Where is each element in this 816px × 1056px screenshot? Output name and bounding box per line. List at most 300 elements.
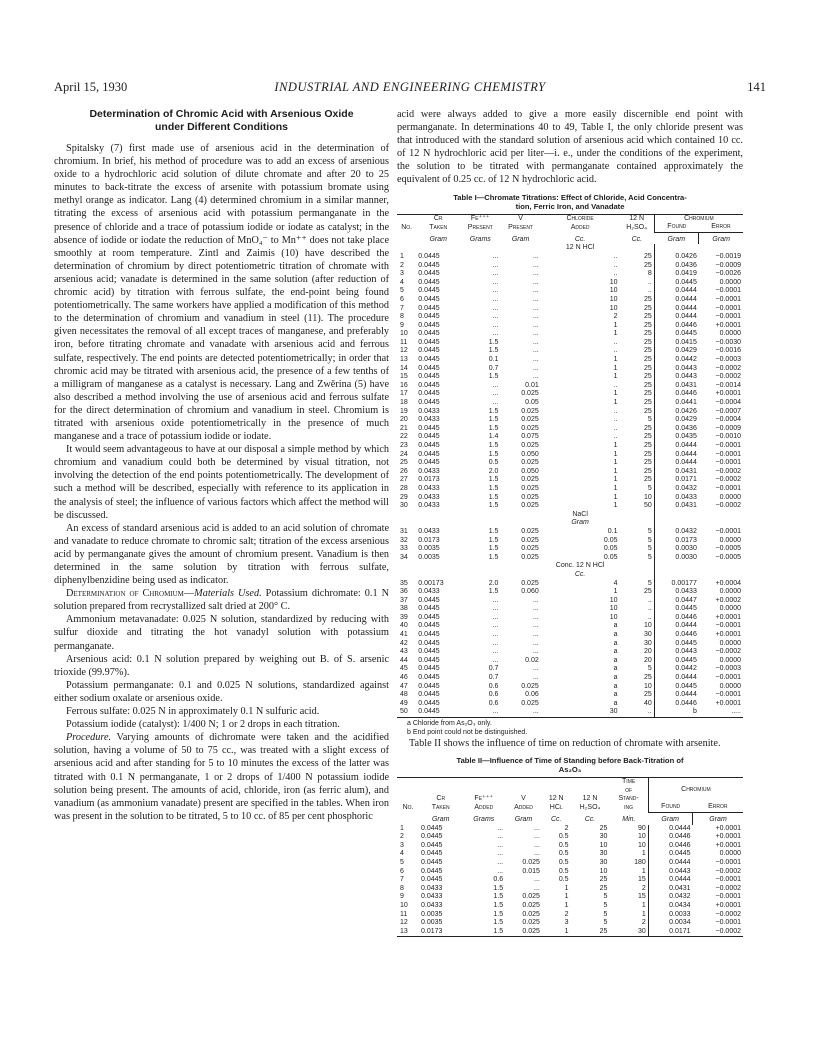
table1-cell: 0.05 (603, 545, 618, 553)
table1-cell: 0.0000 (719, 682, 741, 690)
table1-cell: 0.0000 (719, 639, 741, 647)
table1-cell: −0.0026 (715, 270, 741, 278)
table1-row (397, 485, 743, 494)
table1-header-acid: 12 N H₂SO₄ (619, 214, 654, 232)
table1-caption-line2: tion, Ferric Iron, and Vanadate (515, 201, 625, 211)
table1-section-label (541, 244, 620, 253)
table1-cell: 4 (613, 579, 618, 587)
table1-cell: −0.0001 (715, 459, 741, 467)
table1-cell: 1 (613, 321, 618, 329)
paragraph-history: Spitalsky (7) first made use of arsenious acid in the determination of chromium. In brief, his method of procedure was to add an excess of arsenious oxide to a hydrochloric acid solution of dilute chromate and after 20 to 25 minutes to back-titrate the excess of arsenite with potassium bromate using methyl orange as indicator. Lang (4) determined chromium in a similar manner, titrating the excess of arsenious acid with potassium permanganate in the presence of chloride and a trace of potassium iodide or iodate as catalyst; in the absence of iodide or iodate the reduction of MnO₄⁻ to Mn⁺⁺ does not take place smoothly at room temperature. Zintl and Zaimis (10) have described the determination of chromium by direct potentiometric titration of chromate with arsenious acid; vanadate is determined in the same solution (after reduction of chromic acid) by titration with ferrous sulfate, the end-point being found potentiometrically. The same workers have applied a modification of this method to the determination of chromium and vanadium in steel (11). The procedure given necessitates the removal of all except traces of manganese, and preferably iron, before titrating chromate and vanadate with arsenious acid and ferrous sulfate, respectively. The end points are detected potentiometrically; in order that chromic acid may be titrated with arsenious acid, the presence of a few tenths of a milligram of manganese as a catalyst is necessary. Lang and Zwěrina (5) have also described a method involving the use of arsenious acid and ferrous sulfate for the direct determination of chromium and vanadium in steel. Chromium is titrated with arsenious oxide potentiometrically in the presence of much manganese and a trace of potassium iodide or iodate. (54, 143, 389, 443)
table1-cell: 1 (613, 467, 618, 475)
table2-cell: 2 (564, 910, 569, 918)
issue-date: April 15, 1930 (54, 80, 128, 94)
table1-cell: −0.0004 (715, 399, 741, 407)
table1-section-name: 12 N HCl (565, 244, 595, 252)
table2-cell: 0.0446 (648, 842, 692, 851)
table1-row (397, 339, 743, 348)
table2-cell: 0.0446 (648, 833, 692, 842)
table1-header-cr: Cr Taken (416, 214, 460, 232)
table2-header-chromium: Chromium (648, 778, 743, 795)
table2-cell: 30 (599, 850, 608, 858)
table1-caption (397, 193, 743, 211)
table1-cell: 1.5 (488, 347, 499, 355)
table1-cell: 0.0426 (654, 408, 699, 417)
table1-cell: 10 (609, 278, 618, 286)
table2-cell: −0.0002 (715, 910, 741, 918)
table1-row (397, 399, 743, 408)
table2-cell: 0.0433 (421, 884, 443, 892)
table1-cell: 0.0445 (418, 424, 440, 432)
table1-cell: ... (492, 295, 499, 303)
table2-cell: 15 (638, 876, 646, 884)
table1-units-blank (397, 232, 416, 244)
table2-row (397, 893, 743, 902)
table1-cell: 0.0445 (418, 399, 440, 407)
table2-cell: 0.0444 (648, 825, 692, 834)
table1-cell: −0.0001 (715, 622, 741, 630)
table1-cell: 0.0173 (418, 476, 440, 484)
table1-cell: 0.0000 (719, 330, 741, 338)
table2-cell: 0.5 (558, 867, 569, 875)
table1-cell: 25 (643, 321, 652, 329)
table1-cell: 0.0431 (654, 502, 699, 511)
table1-cell: 0.025 (521, 442, 539, 449)
table1-cell: ... (532, 261, 539, 269)
table1-unit: Gram (511, 235, 530, 243)
table1-cell: 13 (400, 356, 408, 364)
table1-cell: ... (492, 304, 499, 312)
table1-cell: 5 (647, 545, 652, 553)
table1-cell: 25 (643, 476, 652, 484)
table1-cell: 0.0433 (654, 588, 699, 597)
table1-cell: 29 (400, 493, 408, 501)
table2-cell: 10 (638, 841, 646, 849)
table1-row (397, 279, 743, 288)
table2-cell: 1.5 (493, 884, 504, 892)
table1-row (397, 674, 743, 683)
table1-cell: 32 (400, 536, 408, 544)
table1-caption-line1: Table I—Chromate Titrations: Effect of Chloride, Acid Concentra- (453, 192, 687, 202)
table1-cell: ... (492, 648, 499, 656)
table1-cell: a (613, 682, 618, 690)
table2-cell: 3 (564, 919, 569, 927)
table1-header-fe: Fe⁺⁺⁺ Present (460, 214, 500, 232)
table1-section-blank (699, 244, 743, 253)
table2-cell: ... (497, 850, 504, 858)
table1-cell: 0.0000 (719, 493, 741, 501)
table1-cell: a (613, 656, 618, 664)
table1-cell: ... (532, 252, 539, 260)
table2-cell: −0.0001 (715, 893, 741, 901)
table1-cell: 0.050 (521, 450, 539, 458)
table1-cell: 0.0436 (654, 425, 699, 434)
table1-cell: 0.0444 (654, 442, 699, 451)
table2-caption (397, 756, 743, 774)
table1-section-blank (619, 562, 654, 579)
table2-cell: ... (534, 850, 540, 858)
table1-cell: 25 (643, 338, 652, 346)
table1-cell: 5 (647, 553, 652, 561)
table1-cell: 1.5 (488, 588, 499, 596)
table1-cell: +0.0002 (715, 596, 741, 604)
table1-cell: 0.0445 (418, 656, 440, 664)
table1-cell: 0.0445 (654, 657, 699, 666)
table1-cell: 25 (643, 373, 652, 381)
table1-cell: 22 (400, 433, 408, 441)
table1-cell: 0.0000 (719, 588, 741, 596)
table1-cell: 0.0432 (654, 485, 699, 494)
table1-row (397, 622, 743, 631)
table1-body (397, 232, 743, 717)
table2-cell: 0.0034 (648, 919, 692, 928)
table1-cell: 0.00177 (654, 580, 699, 589)
table2-cell: 10 (400, 901, 408, 909)
table1-cell: 2 (400, 261, 404, 269)
table1-row (397, 322, 743, 331)
section-heading: Determination of Chromium— (66, 588, 195, 600)
table2-unit: Gram (661, 815, 679, 823)
table1-cell: 21 (400, 424, 408, 432)
table1-cell: 20 (643, 648, 652, 656)
table1-cell: ... (492, 399, 499, 407)
table1-cell: 10 (609, 605, 618, 613)
table1-cell: 34 (400, 553, 408, 561)
table1-cell: 0.0446 (654, 614, 699, 623)
table1-cell: 0.0445 (418, 442, 440, 449)
table1-cell: 0.0433 (418, 493, 440, 501)
table1-cell: 0.0445 (418, 373, 440, 381)
table1-cell: 28 (400, 484, 408, 492)
table1-cell: 0.025 (521, 682, 539, 690)
table1-section-blank (460, 562, 500, 579)
table2-row (397, 842, 743, 851)
table1-row (397, 382, 743, 391)
table1-cell: 0.0444 (654, 674, 699, 683)
table1-cell: 1.5 (488, 442, 499, 449)
table2-cell: ... (497, 841, 504, 849)
table1-cell: 0.0433 (418, 467, 440, 475)
table1-cell: 5 (647, 536, 652, 544)
table1-cell: 0.0445 (418, 381, 440, 389)
table2-header-hcl: 12 N HCl (542, 778, 571, 813)
table1-cell: ... (532, 639, 539, 647)
table1-row (397, 605, 743, 614)
table1-cell: −0.0003 (715, 665, 741, 673)
table1-cell: 25 (643, 347, 652, 355)
table1-cell: 0.025 (521, 484, 539, 492)
table1-cell: .. (647, 596, 652, 604)
table2-cell: 5 (603, 919, 608, 927)
table1-cell: ... (532, 356, 539, 364)
table1-cell: −0.0005 (715, 545, 741, 553)
table2-cell: ... (497, 858, 504, 866)
table1-cell: 0.0444 (654, 622, 699, 631)
table1-cell: −0.0001 (715, 527, 741, 535)
table1-cell: 0.025 (521, 416, 539, 424)
table1-unit: Cc. (631, 235, 643, 243)
table2-cell: +0.0001 (715, 841, 741, 849)
table1-cell: ... (492, 656, 499, 664)
table1-cell: 0.0445 (418, 287, 440, 295)
table1-cell: 1 (613, 450, 618, 458)
table1-cell: −0.0016 (715, 347, 741, 355)
table1-cell: .. (613, 261, 618, 269)
table1-cell: 0.0433 (418, 502, 440, 510)
table1-cell: 1.5 (488, 493, 499, 501)
paragraph-ferrous-sulfate: Ferrous sulfate: 0.025 N in approximately 0.1 N sulfuric acid. (66, 706, 320, 718)
table2-cell: ... (534, 833, 540, 841)
table2-cell: ... (534, 876, 540, 884)
table1-row (397, 253, 743, 262)
table1-section-row (397, 511, 743, 528)
table1-cell: +0.0004 (715, 579, 741, 587)
procedure-heading: Procedure. (66, 732, 112, 744)
table1-row (397, 313, 743, 322)
table2-cell: 6 (400, 867, 404, 875)
table1-row (397, 691, 743, 700)
table1-cell: ... (532, 338, 539, 346)
table1-cell: 0.0445 (418, 605, 440, 613)
table1-cell: 30 (541, 708, 620, 717)
table1-cell: 0.0443 (654, 373, 699, 382)
table1-row (397, 528, 743, 537)
table1-cell: 30 (643, 639, 652, 647)
table1-cell: a (613, 622, 618, 630)
table1-cell: 1 (613, 364, 618, 372)
table2-unit: Min. (622, 815, 636, 823)
table1-cell: 0.0445 (418, 313, 440, 321)
table1-cell: 0.0447 (654, 597, 699, 606)
table1-cell: +0.0001 (715, 631, 741, 639)
table1-cell: 25 (643, 691, 652, 699)
table2-cell: −0.0001 (715, 919, 741, 927)
table1-cell: 2.0 (488, 579, 499, 587)
table1-cell: 3 (400, 270, 404, 278)
table1-cell: 1.5 (488, 536, 499, 544)
table2-row (397, 825, 743, 834)
table1-row (397, 287, 743, 296)
paragraph-iodide: Potassium iodide (catalyst): 1/400 N; 1 or 2 drops in each titration. (66, 719, 340, 731)
table2-cell: 0.5 (558, 833, 569, 841)
table2-cell: −0.0002 (715, 884, 741, 892)
table1-row (397, 451, 743, 460)
table1-cell: 10 (643, 622, 652, 630)
table1-cell: a (613, 648, 618, 656)
table1-cell: ... (492, 252, 499, 260)
table2-cell: −0.0001 (715, 876, 741, 884)
table1-cell: −0.0001 (715, 691, 741, 699)
table1-cell: 0.0445 (418, 278, 440, 286)
table2-unit: Gram (431, 815, 450, 823)
table1-unit: Gram (699, 232, 743, 244)
table1-row (397, 468, 743, 477)
subsection-heading: Materials Used. (194, 588, 262, 600)
table1-cell: a (613, 674, 618, 682)
table1-row (397, 640, 743, 649)
table2-cell: 1.5 (493, 893, 504, 901)
table1-row (397, 648, 743, 657)
table2-cell: 0.5 (558, 841, 569, 849)
table2-units-blank (397, 812, 419, 824)
table1-cell: 10 (643, 493, 652, 501)
table2-cell: 0.025 (505, 928, 542, 937)
table2-cell: 10 (638, 833, 646, 841)
table2-cell: −0.0002 (693, 928, 743, 937)
table1-header-found: Found (654, 223, 699, 232)
table1-cell: 10 (609, 613, 618, 621)
table1-cell: 50 (643, 502, 652, 510)
table1-cell: 30 (643, 631, 652, 639)
table1-cell: 1.5 (488, 527, 499, 535)
table1-cell: +0.0001 (715, 613, 741, 621)
table2-unit: Grams (473, 815, 495, 823)
table1-section-blank (654, 511, 699, 528)
table1-cell: 0.0419 (654, 270, 699, 279)
table1-row (397, 296, 743, 305)
table1-cell: 0.0446 (654, 390, 699, 399)
table2-row (397, 928, 743, 937)
table2-cell: 0.0444 (648, 859, 692, 868)
table1-cell: 1 (613, 588, 618, 596)
table1-cell: 0.0445 (418, 682, 440, 690)
table2-cell: 25 (599, 876, 608, 884)
table1-cell: 25 (643, 304, 652, 312)
table1-cell: 25 (643, 450, 652, 458)
table2-cell: 5 (603, 901, 608, 909)
table1-cell: 41 (400, 631, 408, 639)
table2-unit: Cc. (550, 815, 562, 823)
table2-cell: 0.0444 (648, 876, 692, 885)
table2-cell: 0.0433 (421, 901, 443, 909)
table1-cell: 0.7 (488, 674, 499, 682)
table1-cell: 1 (400, 252, 404, 260)
table1-cell: 0.05 (525, 399, 539, 407)
table2-cell: 180 (634, 858, 646, 866)
paragraph-metavanadate: Ammonium metavanadate: 0.025 N solution, standardized by reducing with sulfur dioxide and titrating the hot vanadyl solution with potassium permanganate. (54, 614, 389, 652)
table1-cell: 0.025 (521, 407, 539, 415)
table1-cell: −0.0019 (715, 252, 741, 260)
table1-cell: .. (647, 278, 652, 286)
table2-cell: 5 (603, 893, 608, 901)
table1-cell: 25 (643, 433, 652, 441)
table1-cell: 25 (643, 399, 652, 407)
table1-cell: 0.0000 (719, 605, 741, 613)
table1-cell: −0.0010 (715, 433, 741, 441)
table1-row (397, 554, 743, 563)
table2-cell: 0.0035 (421, 919, 443, 927)
table1-section-blank (397, 244, 416, 253)
table1-cell: ... (532, 321, 539, 329)
table1-cell: 49 (400, 699, 408, 707)
table1-cell: 0.025 (521, 493, 539, 501)
table2-cell: 1.5 (493, 901, 504, 909)
table2-cell: 90 (638, 824, 646, 832)
paragraph-arsenious-acid: Arsenious acid: 0.1 N solution prepared by weighing out B. of S. arsenic trioxide (99.97%). (54, 653, 389, 678)
table1-cell: .. (613, 252, 618, 260)
table2-cell: 0.0445 (421, 867, 443, 875)
table1-cell: ... (492, 261, 499, 269)
table2-cell: 0.0033 (648, 911, 692, 920)
paragraph-permanganate: Potassium permanganate: 0.1 and 0.025 N solutions, standardized against either sodium oxalate or arsenious oxide. (54, 679, 389, 704)
table2-cell: 1.5 (493, 919, 504, 927)
table1-cell: 25 (643, 330, 652, 338)
table1-cell: 1.5 (488, 476, 499, 484)
table1-section-blank (416, 562, 460, 579)
table2-cell: 0.5 (558, 876, 569, 884)
table1-cell: 0.0426 (654, 253, 699, 262)
table1-cell: ... (492, 270, 499, 278)
table2-row (397, 911, 743, 920)
table1-unit: Gram (667, 235, 686, 243)
table1-cell: 0.0173 (418, 536, 440, 544)
table2-row (397, 850, 743, 859)
table1-cell: 0.0445 (654, 605, 699, 614)
table1-header-no: No. (397, 214, 416, 232)
table1-cell: .. (619, 708, 654, 717)
table1-cell: 25 (643, 261, 652, 269)
table1-cell: ... (532, 304, 539, 312)
table1-cell: 30 (400, 502, 408, 510)
table1-cell: 0.0445 (418, 459, 440, 467)
table1-cell: 0.0445 (418, 252, 440, 260)
table2-cell: 0.0434 (648, 902, 692, 911)
table2 (397, 777, 743, 937)
table1-cell: 0.0445 (418, 433, 440, 441)
paragraph-procedure (54, 731, 389, 823)
table1-cell: ... (492, 639, 499, 647)
table1-cell: 38 (400, 605, 408, 613)
table1-cell: 46 (400, 674, 408, 682)
table1-row (397, 537, 743, 546)
table1-cell: ... (532, 287, 539, 295)
table1-cell: −0.0001 (715, 674, 741, 682)
table1-cell: 25 (643, 252, 652, 260)
table1-cell: 14 (400, 364, 408, 372)
table1-cell: −0.0030 (715, 338, 741, 346)
table1-cell: 0.0035 (418, 545, 440, 553)
table1-row (397, 683, 743, 692)
table1-cell: ... (532, 295, 539, 303)
table1-cell: 0.0445 (418, 295, 440, 303)
table1-cell: 0.025 (521, 699, 539, 707)
table2-cell: +0.0001 (715, 901, 741, 909)
table1-section-blank (500, 562, 540, 579)
table2-cell: 0.5 (558, 858, 569, 866)
table1-cell: 47 (400, 682, 408, 690)
table2-cell: 0.0171 (648, 928, 692, 937)
table1-cell: 0.01 (525, 381, 539, 389)
table2-cell: 0.0445 (648, 850, 692, 859)
table1-cell: 0.0445 (654, 279, 699, 288)
table1-cell: 48 (400, 691, 408, 699)
table1-cell: 40 (400, 622, 408, 630)
table1-cell: ... (532, 278, 539, 286)
table1-cell: 1 (613, 502, 618, 510)
table1-cell: −0.0002 (715, 467, 741, 475)
table1-cell: −0.0002 (715, 648, 741, 656)
journal-title: INDUSTRIAL AND ENGINEERING CHEMISTRY (274, 80, 546, 94)
paragraph-table2-intro: Table II shows the influence of time on reduction of chromate with arsenite. (409, 738, 721, 749)
table1-cell: 10 (643, 682, 652, 690)
table1-cell: 0.0445 (418, 347, 440, 355)
table1-cell: −0.0003 (715, 356, 741, 364)
table1-section-row (397, 244, 743, 253)
table1-cell: 1.5 (488, 416, 499, 424)
table1-cell: 25 (643, 424, 652, 432)
table1-cell: 5 (647, 484, 652, 492)
table1-cell: −0.0009 (715, 424, 741, 432)
